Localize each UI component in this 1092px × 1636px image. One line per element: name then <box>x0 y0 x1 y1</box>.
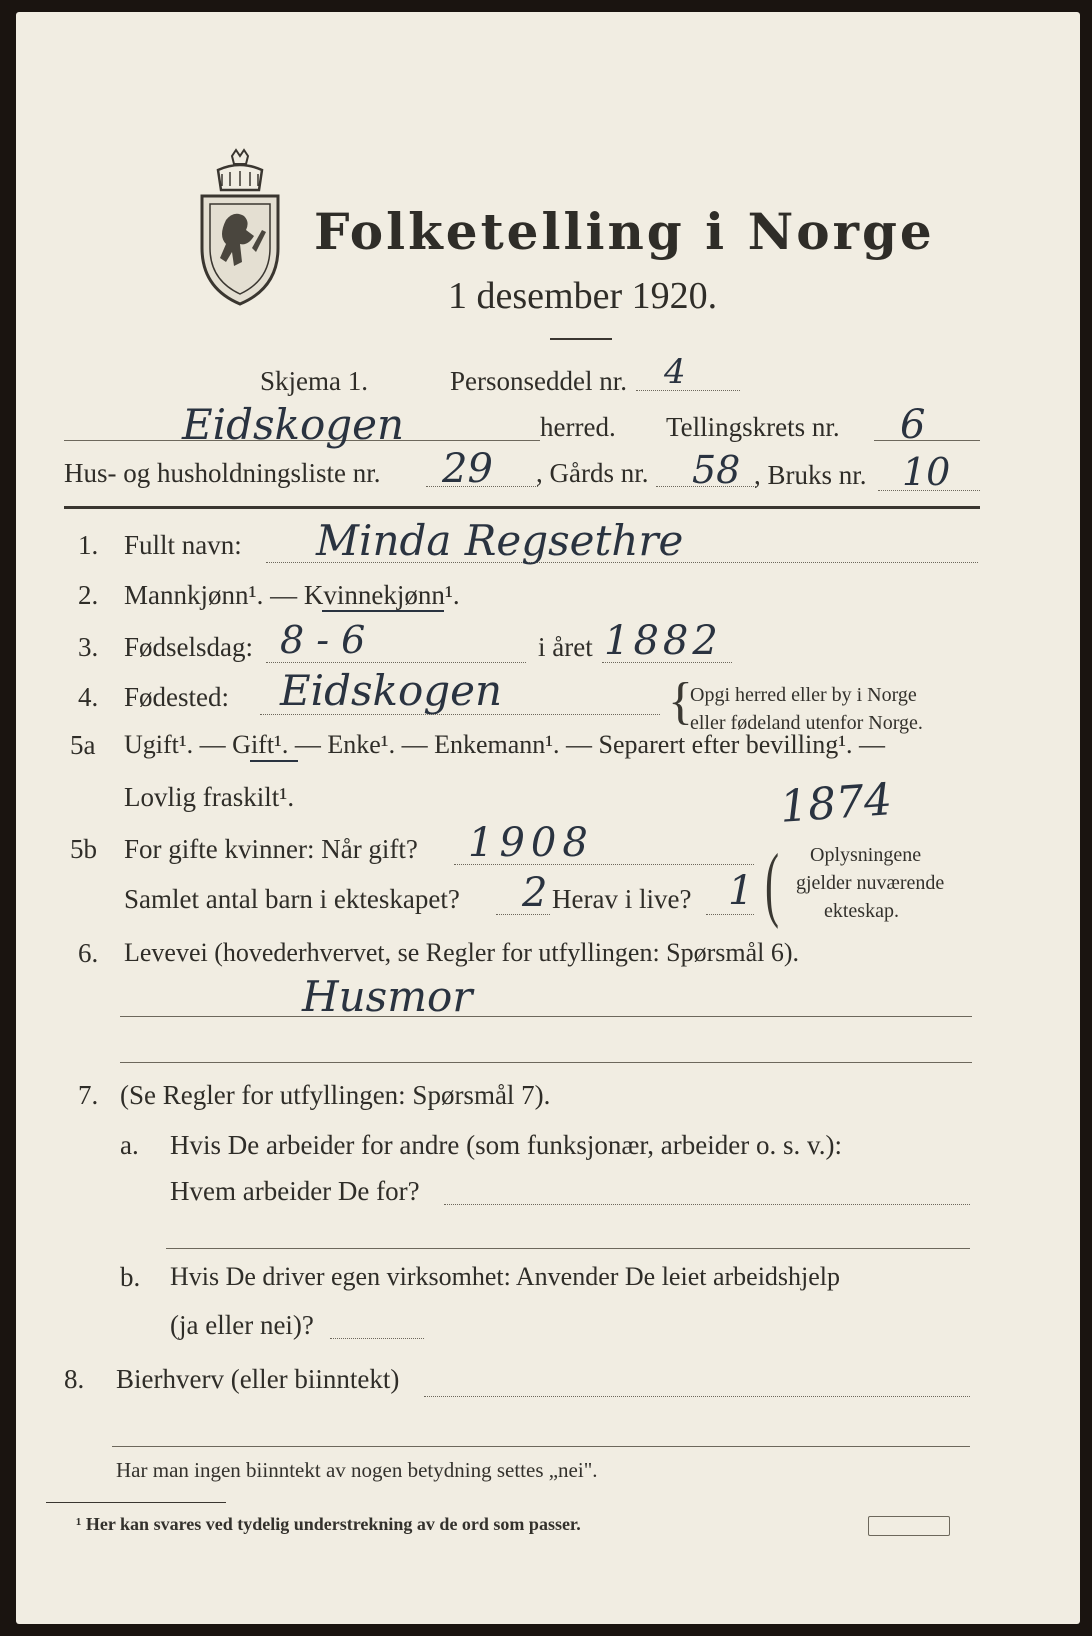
alive-value[interactable]: 1 <box>728 868 754 914</box>
birth-year-value[interactable]: 1882 <box>604 618 722 664</box>
q7a-number: a. <box>120 1130 139 1160</box>
q7b-label: Hvis De driver egen virksomhet: Anvender De leiet arbeidshjelp <box>170 1262 841 1291</box>
q7a-label: Hvis De arbeider for andre (som funksjonær, arbeider o. s. v.): <box>170 1130 842 1160</box>
q3-number: 3. <box>78 632 99 662</box>
census-date: 1 desember 1920. <box>448 275 718 317</box>
title-divider <box>550 338 612 340</box>
bruks-label: , Bruks nr. <box>754 460 867 490</box>
header-divider <box>64 506 980 509</box>
personseddel-label: Personseddel nr. <box>450 366 627 396</box>
q4-label: Fødested: <box>124 682 229 712</box>
herred-label: herred. <box>540 412 616 442</box>
herred-value[interactable]: Eidskogen <box>182 400 405 449</box>
q4-brace: { <box>668 673 693 730</box>
q5b-label: For gifte kvinner: Når gift? <box>124 834 418 864</box>
gards-label: , Gårds nr. <box>536 458 649 488</box>
q5b-note-line2: gjelder nuværende <box>796 872 945 894</box>
q8-number: 8. <box>64 1364 85 1394</box>
q6-number: 6. <box>78 938 99 968</box>
birthplace-value[interactable]: Eidskogen <box>280 666 503 715</box>
q3-label: Fødselsdag: <box>124 632 254 662</box>
q7b-label-line2: (ja eller nei)? <box>170 1310 314 1340</box>
q4-number: 4. <box>78 682 99 712</box>
occupation-value[interactable]: Husmor <box>302 972 473 1021</box>
schema-label: Skjema 1. <box>260 366 368 396</box>
marriage-year-value[interactable]: 1908 <box>468 820 594 866</box>
q5b-note-line1: Oplysningene <box>810 844 922 866</box>
q2-label: Mannkjønn¹. — Kvinnekjønn¹. <box>124 580 460 610</box>
q7a-label-line2: Hvem arbeider De for? <box>170 1176 420 1206</box>
q1-label: Fullt navn: <box>124 530 242 560</box>
husliste-label: Hus- og husholdningsliste nr. <box>64 458 381 488</box>
children-label: Samlet antal barn i ekteskapet? <box>124 884 460 914</box>
printer-stamp <box>868 1516 950 1536</box>
form-title: Folketelling i Norge <box>314 202 935 261</box>
gards-value[interactable]: 58 <box>692 448 741 492</box>
q6-label: Levevei (hovederhvervet, se Regler for utfyllingen: Spørsmål 6). <box>124 938 800 967</box>
husliste-value[interactable]: 29 <box>442 446 493 492</box>
kvinnekjonn-underline <box>322 610 444 612</box>
q2-number: 2. <box>78 580 99 610</box>
q4-note-line2: eller fødeland utenfor Norge. <box>690 712 923 734</box>
personseddel-value[interactable]: 4 <box>664 352 686 392</box>
q4-note-line1: Opgi herred eller by i Norge <box>690 684 917 706</box>
q5a-number: 5a <box>70 730 96 760</box>
q7-number: 7. <box>78 1080 99 1110</box>
alive-label: Herav i live? <box>552 884 692 914</box>
q5a-label-line2: Lovlig fraskilt¹. <box>124 782 295 812</box>
birthdate-value[interactable]: 8 - 6 <box>280 618 366 662</box>
children-value[interactable]: 2 <box>522 870 548 916</box>
bruks-value[interactable]: 10 <box>902 450 951 494</box>
q5a-label: Ugift¹. — Gift¹. — Enke¹. — Enkemann¹. — Separert efter bevilling¹. — <box>124 730 886 759</box>
q5b-brace: ( <box>764 837 779 930</box>
q5b-number: 5b <box>70 834 97 864</box>
full-name-value[interactable]: Minda Regsethre <box>316 516 684 565</box>
q7-label: (Se Regler for utfyllingen: Spørsmål 7). <box>120 1080 551 1110</box>
marriage-year-annotation[interactable]: 1874 <box>778 774 894 833</box>
q8-label: Bierhverv (eller biinntekt) <box>116 1364 400 1394</box>
birth-year-label: i året <box>538 632 593 662</box>
q5b-note-line3: ekteskap. <box>824 900 899 922</box>
census-form <box>16 12 1080 1624</box>
coat-of-arms-icon <box>192 148 288 308</box>
tellingskrets-label: Tellingskrets nr. <box>666 412 840 442</box>
footnote-divider <box>46 1502 226 1503</box>
q7b-number: b. <box>120 1262 141 1292</box>
gift-underline <box>250 760 298 762</box>
tellingskrets-value[interactable]: 6 <box>900 402 926 448</box>
no-income-note: Har man ingen biinntekt av nogen betydning settes „nei". <box>116 1458 598 1482</box>
q1-number: 1. <box>78 530 99 560</box>
footnote: ¹ Her kan svares ved tydelig understrekning av de ord som passer. <box>76 1514 581 1534</box>
